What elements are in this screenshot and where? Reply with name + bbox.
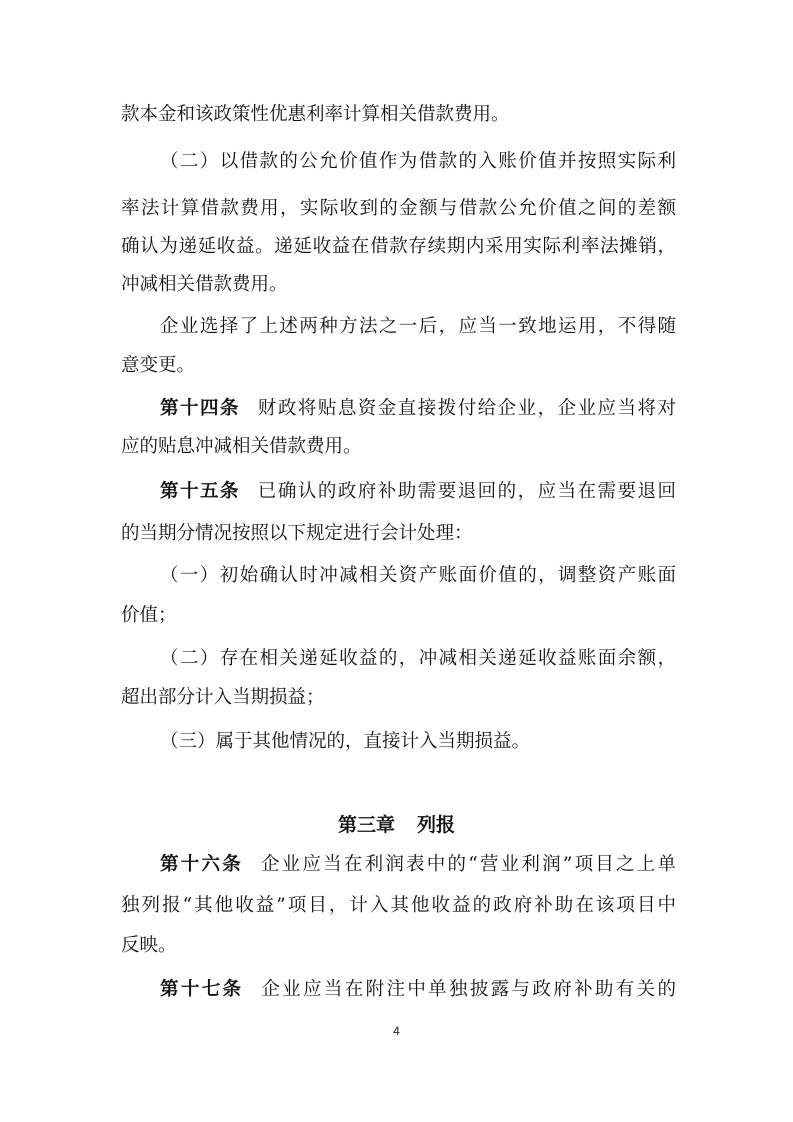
paragraph-line: 款本金和该政策性优惠利率计算相关借款费用。	[121, 104, 510, 125]
paragraph-line: 应的贴息冲减相关借款费用。	[121, 436, 362, 457]
chapter-heading	[0, 812, 793, 838]
article-label: 第十七条	[160, 979, 244, 1000]
article-text: 企业应当在利润表中的“营业利润”项目之上单	[260, 854, 676, 875]
paragraph-line: 的当期分情况按照以下规定进行会计处理：	[121, 523, 473, 544]
paragraph-line: 独列报“其他收益”项目，计入其他收益的政府补助在该项目中	[121, 895, 676, 916]
article-17-line	[160, 978, 676, 1002]
article-16-line	[160, 853, 676, 877]
paragraph-line: 反映。	[121, 935, 177, 956]
article-text: 已确认的政府补助需要退回的，应当在需要退回	[257, 481, 676, 502]
paragraph-line: （三）属于其他情况的，直接计入当期损益。	[160, 731, 531, 752]
paragraph-line: 率法计算借款费用，实际收到的金额与借款公允价值之间的差额	[121, 198, 676, 219]
paragraph-line: 冲减相关借款费用。	[121, 274, 288, 295]
chapter-number: 第三章	[337, 814, 395, 836]
article-15-line	[160, 480, 676, 504]
paragraph-line: 确认为递延收益。递延收益在借款存续期内采用实际利率法摊销，	[121, 236, 676, 257]
paragraph-line: （一）初始确认时冲减相关资产账面价值的，调整资产账面	[160, 565, 676, 586]
article-label: 第十五条	[160, 481, 240, 502]
paragraph-line: 价值；	[121, 605, 177, 626]
article-text: 财政将贴息资金直接拨付给企业，企业应当将对	[257, 398, 676, 419]
paragraph-line: （二）以借款的公允价值作为借款的入账价值并按照实际利	[160, 151, 676, 172]
paragraph-line: 超出部分计入当期损益；	[121, 687, 325, 708]
paragraph-line: （二）存在相关递延收益的，冲减相关递延收益账面余额，	[160, 648, 676, 669]
page-number: 4	[393, 1024, 400, 1038]
paragraph-line: 企业选择了上述两种方法之一后，应当一致地运用，不得随	[160, 316, 676, 337]
paragraph-line: 意变更。	[121, 355, 196, 376]
article-14-line	[160, 397, 676, 421]
article-text: 企业应当在附注中单独披露与政府补助有关的	[261, 979, 676, 1000]
article-label: 第十六条	[160, 854, 243, 875]
article-label: 第十四条	[160, 398, 240, 419]
chapter-title: 列报	[417, 814, 456, 836]
